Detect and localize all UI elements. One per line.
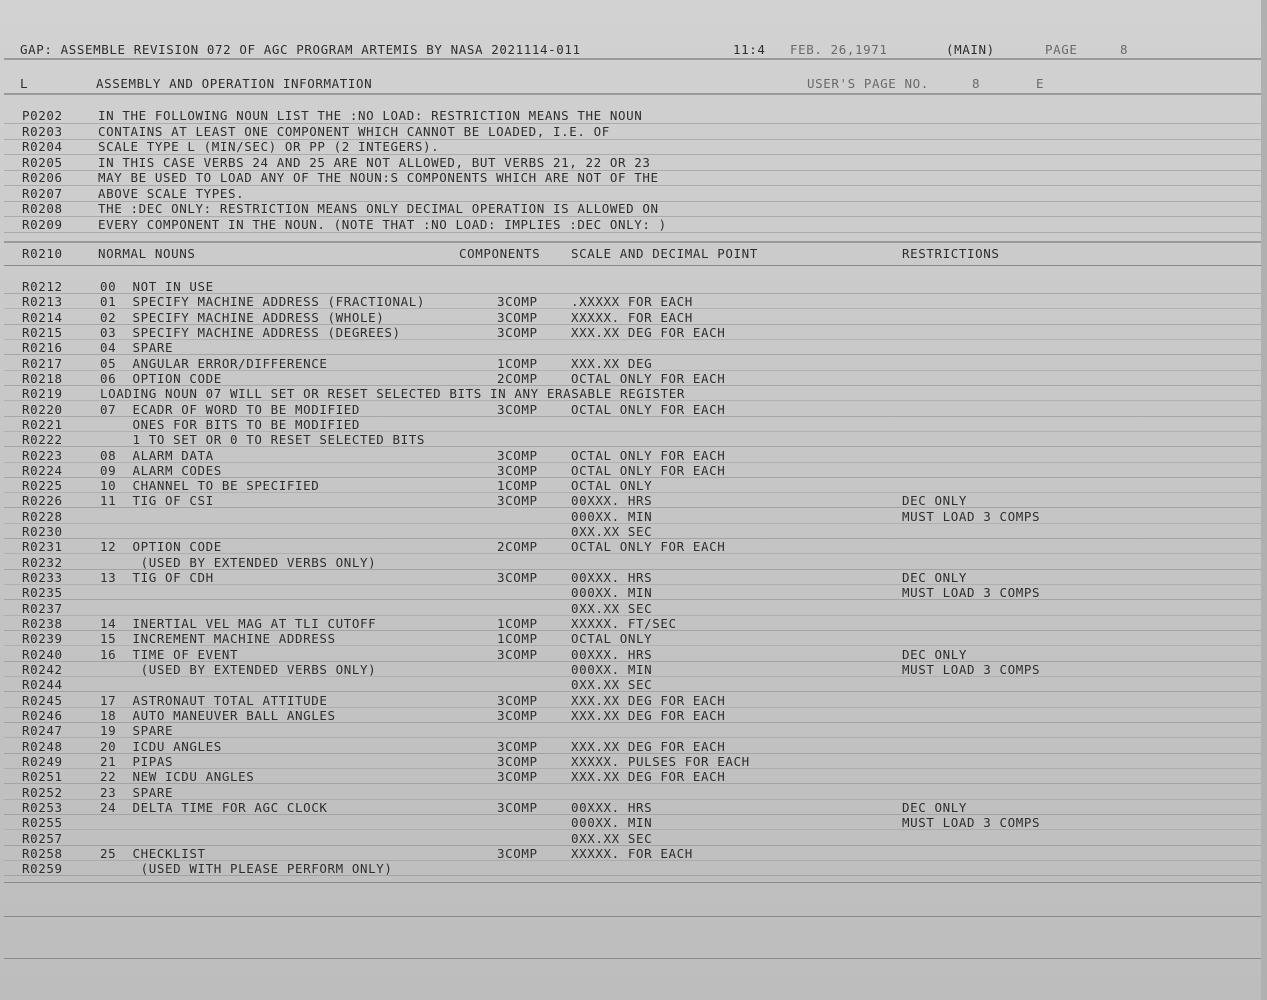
scale-format: XXXXX. FOR EACH: [571, 845, 693, 861]
table-row: [0, 831, 1267, 846]
scale-format: 0XX.XX SEC: [571, 677, 653, 693]
page-label: PAGE: [1045, 42, 1078, 57]
noun-description: 06 OPTION CODE: [100, 370, 222, 386]
row-id: R0230: [22, 524, 63, 540]
noun-description: LOADING NOUN 07 WILL SET OR RESET SELECTED BITS IN ANY ERASABLE REGISTER: [100, 386, 686, 402]
line-id: R0209: [22, 216, 63, 232]
line-id: R0207: [22, 185, 63, 201]
noun-description: 22 NEW ICDU ANGLES: [100, 769, 255, 785]
table-row: [0, 739, 1267, 754]
row-id: R0258: [22, 845, 63, 861]
intro-line: [0, 108, 1267, 123]
column-header-row: [0, 246, 1267, 261]
noun-description: 24 DELTA TIME FOR AGC CLOCK: [100, 799, 328, 815]
scale-format: 000XX. MIN: [571, 508, 653, 524]
table-row: [0, 478, 1267, 493]
noun-description: 01 SPECIFY MACHINE ADDRESS (FRACTIONAL): [100, 294, 426, 310]
row-id: R0225: [22, 478, 63, 494]
scale-format: .XXXXX FOR EACH: [571, 294, 693, 310]
noun-description: 11 TIG OF CSI: [100, 493, 214, 509]
row-id: R0242: [22, 662, 63, 677]
scale-format: XXXXX. PULSES FOR EACH: [571, 753, 750, 769]
table-row: [0, 616, 1267, 631]
assembly-title: GAP: ASSEMBLE REVISION 072 OF AGC PROGRAM ARTEMIS BY NASA 2021114-011: [20, 42, 581, 57]
table-row: [0, 463, 1267, 478]
users-page-label: USER'S PAGE NO.: [807, 76, 929, 91]
table-row: [0, 432, 1267, 447]
scale-format: OCTAL ONLY FOR EACH: [571, 462, 726, 478]
component-count: 3COMP: [497, 401, 538, 417]
row-id: R0233: [22, 570, 63, 586]
section-header: [0, 76, 1267, 91]
table-row: [0, 356, 1267, 371]
scale-format: OCTAL ONLY: [571, 631, 653, 647]
noun-description: 04 SPARE: [100, 340, 174, 356]
table-row: [0, 693, 1267, 708]
scale-format: 00XXX. HRS: [571, 799, 653, 815]
noun-description: (USED BY EXTENDED VERBS ONLY): [100, 662, 377, 677]
table-row: [0, 677, 1267, 692]
component-count: 2COMP: [497, 370, 538, 386]
component-count: 2COMP: [497, 539, 538, 555]
row-id: R0247: [22, 723, 63, 739]
scale-format: 00XXX. HRS: [571, 570, 653, 586]
intro-text: IN THIS CASE VERBS 24 AND 25 ARE NOT ALLOWED, BUT VERBS 21, 22 OR 23: [98, 154, 651, 170]
table-row: [0, 585, 1267, 600]
table-row: [0, 631, 1267, 646]
component-count: 1COMP: [497, 355, 538, 371]
row-id: R0231: [22, 539, 63, 555]
component-count: 3COMP: [497, 707, 538, 723]
intro-line: [0, 201, 1267, 216]
table-row: [0, 708, 1267, 723]
noun-description: 08 ALARM DATA: [100, 447, 214, 463]
noun-description: 09 ALARM CODES: [100, 462, 222, 478]
row-id: R0213: [22, 294, 63, 310]
component-count: 3COMP: [497, 447, 538, 463]
noun-description: 1 TO SET OR 0 TO RESET SELECTED BITS: [100, 432, 426, 448]
intro-text: THE :DEC ONLY: RESTRICTION MEANS ONLY DECIMAL OPERATION IS ALLOWED ON: [98, 201, 659, 216]
restriction: MUST LOAD 3 COMPS: [902, 815, 1041, 831]
component-count: 3COMP: [497, 845, 538, 861]
table-row: [0, 754, 1267, 769]
page-number: 8: [1120, 42, 1129, 57]
scale-format: XXX.XX DEG FOR EACH: [571, 324, 726, 340]
intro-text: MAY BE USED TO LOAD ANY OF THE NOUN:S COMPONENTS WHICH ARE NOT OF THE: [98, 170, 659, 185]
intro-text: IN THE FOLLOWING NOUN LIST THE :NO LOAD: RESTRICTION MEANS THE NOUN: [98, 108, 643, 123]
noun-description: 07 ECADR OF WORD TO BE MODIFIED: [100, 401, 361, 417]
row-id: R0224: [22, 462, 63, 478]
table-row: [0, 815, 1267, 830]
noun-description: 02 SPECIFY MACHINE ADDRESS (WHOLE): [100, 309, 385, 325]
intro-line: [0, 139, 1267, 154]
table-row: [0, 662, 1267, 677]
column-header-nouns: NORMAL NOUNS: [98, 246, 196, 261]
row-id: R0228: [22, 508, 63, 524]
scale-format: 00XXX. HRS: [571, 646, 653, 662]
component-count: 3COMP: [497, 309, 538, 325]
noun-description: 23 SPARE: [100, 784, 174, 800]
column-header-restrictions: RESTRICTIONS: [902, 246, 1000, 261]
noun-description: 20 ICDU ANGLES: [100, 738, 222, 754]
row-id: R0232: [22, 554, 63, 570]
scale-format: 00XXX. HRS: [571, 493, 653, 509]
scale-format: OCTAL ONLY FOR EACH: [571, 370, 726, 386]
scale-format: XXXXX. FOR EACH: [571, 309, 693, 325]
row-id: R0222: [22, 432, 63, 448]
component-count: 3COMP: [497, 570, 538, 586]
noun-description: 12 OPTION CODE: [100, 539, 222, 555]
line-id: R0203: [22, 123, 63, 139]
intro-line: [0, 186, 1267, 201]
row-id: R0220: [22, 401, 63, 417]
noun-description: (USED BY EXTENDED VERBS ONLY): [100, 554, 377, 570]
line-id: P0202: [22, 108, 63, 123]
table-row: [0, 846, 1267, 861]
table-row: [0, 448, 1267, 463]
noun-description: 15 INCREMENT MACHINE ADDRESS: [100, 631, 336, 647]
scale-format: XXX.XX DEG FOR EACH: [571, 707, 726, 723]
scale-format: OCTAL ONLY FOR EACH: [571, 447, 726, 463]
table-row: [0, 294, 1267, 309]
row-id: R0255: [22, 815, 63, 831]
row-id: R0244: [22, 677, 63, 693]
line-id: R0204: [22, 139, 63, 154]
section-marker: L: [20, 76, 29, 91]
row-id: R0249: [22, 753, 63, 769]
column-header-components: COMPONENTS: [459, 246, 541, 261]
row-id: R0217: [22, 355, 63, 371]
noun-description: 25 CHECKLIST: [100, 845, 206, 861]
table-row: [0, 723, 1267, 738]
header-time: 11:4: [733, 42, 766, 57]
restriction: DEC ONLY: [902, 493, 968, 509]
row-id: R0221: [22, 416, 63, 432]
table-row: [0, 325, 1267, 340]
noun-description: 21 PIPAS: [100, 753, 174, 769]
row-id: R0223: [22, 447, 63, 463]
intro-text: CONTAINS AT LEAST ONE COMPONENT WHICH CANNOT BE LOADED, I.E. OF: [98, 123, 610, 139]
noun-description: (USED WITH PLEASE PERFORM ONLY): [100, 861, 393, 877]
scale-format: 0XX.XX SEC: [571, 600, 653, 616]
scale-format: OCTAL ONLY FOR EACH: [571, 401, 726, 417]
row-id: R0257: [22, 830, 63, 846]
intro-text: SCALE TYPE L (MIN/SEC) OR PP (2 INTEGERS).: [98, 139, 440, 154]
column-header-id: R0210: [22, 246, 63, 261]
restriction: DEC ONLY: [902, 570, 968, 586]
table-row: [0, 555, 1267, 570]
component-count: 3COMP: [497, 692, 538, 708]
row-id: R0240: [22, 646, 63, 662]
scale-format: OCTAL ONLY FOR EACH: [571, 539, 726, 555]
section-title: ASSEMBLY AND OPERATION INFORMATION: [96, 76, 373, 91]
intro-line: [0, 170, 1267, 185]
intro-text: EVERY COMPONENT IN THE NOUN. (NOTE THAT :NO LOAD: IMPLIES :DEC ONLY: ): [98, 216, 667, 232]
noun-description: 18 AUTO MANEUVER BALL ANGLES: [100, 707, 336, 723]
table-row: [0, 647, 1267, 662]
row-id: R0216: [22, 340, 63, 356]
row-id: R0237: [22, 600, 63, 616]
table-row: [0, 402, 1267, 417]
noun-description: 19 SPARE: [100, 723, 174, 739]
listing-header: [0, 42, 1267, 57]
restriction: MUST LOAD 3 COMPS: [902, 508, 1041, 524]
table-row: [0, 769, 1267, 784]
row-id: R0251: [22, 769, 63, 785]
table-row: [0, 371, 1267, 386]
scale-format: 000XX. MIN: [571, 585, 653, 601]
component-count: 1COMP: [497, 631, 538, 647]
component-count: 3COMP: [497, 799, 538, 815]
header-date: FEB. 26,1971: [790, 42, 888, 57]
table-row: [0, 800, 1267, 815]
row-id: R0218: [22, 370, 63, 386]
noun-description: 16 TIME OF EVENT: [100, 646, 239, 662]
table-row: [0, 417, 1267, 432]
noun-description: 17 ASTRONAUT TOTAL ATTITUDE: [100, 692, 328, 708]
scale-format: XXX.XX DEG FOR EACH: [571, 692, 726, 708]
paper-edge: [1261, 0, 1267, 1000]
component-count: 1COMP: [497, 616, 538, 632]
noun-description: 03 SPECIFY MACHINE ADDRESS (DEGREES): [100, 324, 401, 340]
noun-description: 14 INERTIAL VEL MAG AT TLI CUTOFF: [100, 616, 377, 632]
restriction: MUST LOAD 3 COMPS: [902, 585, 1041, 601]
line-id: R0206: [22, 170, 63, 185]
component-count: 3COMP: [497, 324, 538, 340]
table-row: [0, 539, 1267, 554]
intro-text: ABOVE SCALE TYPES.: [98, 185, 245, 201]
scale-format: XXXXX. FT/SEC: [571, 616, 677, 632]
component-count: 3COMP: [497, 753, 538, 769]
intro-line: [0, 217, 1267, 232]
component-count: 1COMP: [497, 478, 538, 494]
component-count: 3COMP: [497, 462, 538, 478]
scale-format: OCTAL ONLY: [571, 478, 653, 494]
row-id: R0212: [22, 279, 63, 294]
restriction: DEC ONLY: [902, 799, 968, 815]
table-row: [0, 493, 1267, 508]
row-id: R0248: [22, 738, 63, 754]
table-row: [0, 386, 1267, 401]
scale-format: 000XX. MIN: [571, 662, 653, 677]
row-id: R0226: [22, 493, 63, 509]
header-section: (MAIN): [946, 42, 995, 57]
noun-description: 00 NOT IN USE: [100, 279, 214, 294]
line-id: R0208: [22, 201, 63, 216]
component-count: 3COMP: [497, 646, 538, 662]
noun-description: ONES FOR BITS TO BE MODIFIED: [100, 416, 361, 432]
table-row: [0, 279, 1267, 294]
component-count: 3COMP: [497, 493, 538, 509]
table-row: [0, 310, 1267, 325]
scale-format: XXX.XX DEG FOR EACH: [571, 738, 726, 754]
row-id: R0253: [22, 799, 63, 815]
line-id: R0205: [22, 154, 63, 170]
row-id: R0259: [22, 861, 63, 877]
component-count: 3COMP: [497, 769, 538, 785]
row-id: R0235: [22, 585, 63, 601]
noun-description: 10 CHANNEL TO BE SPECIFIED: [100, 478, 320, 494]
row-id: R0238: [22, 616, 63, 632]
intro-line: [0, 124, 1267, 139]
intro-line: [0, 155, 1267, 170]
row-id: R0215: [22, 324, 63, 340]
scale-format: XXX.XX DEG FOR EACH: [571, 769, 726, 785]
restriction: DEC ONLY: [902, 646, 968, 662]
scale-format: 0XX.XX SEC: [571, 524, 653, 540]
table-row: [0, 524, 1267, 539]
table-row: [0, 509, 1267, 524]
scale-format: 0XX.XX SEC: [571, 830, 653, 846]
table-row: [0, 861, 1267, 876]
component-count: 3COMP: [497, 738, 538, 754]
users-page-number: 8: [972, 76, 981, 91]
row-id: R0246: [22, 707, 63, 723]
noun-description: 13 TIG OF CDH: [100, 570, 214, 586]
table-row: [0, 785, 1267, 800]
component-count: 3COMP: [497, 294, 538, 310]
row-id: R0214: [22, 309, 63, 325]
column-header-scale: SCALE AND DECIMAL POINT: [571, 246, 758, 261]
scale-format: XXX.XX DEG: [571, 355, 653, 371]
row-id: R0219: [22, 386, 63, 402]
restriction: MUST LOAD 3 COMPS: [902, 662, 1041, 677]
row-id: R0245: [22, 692, 63, 708]
row-id: R0252: [22, 784, 63, 800]
table-row: [0, 570, 1267, 585]
scale-format: 000XX. MIN: [571, 815, 653, 831]
table-row: [0, 601, 1267, 616]
row-id: R0239: [22, 631, 63, 647]
table-row: [0, 340, 1267, 355]
users-page-trailing: E: [1036, 76, 1045, 91]
noun-description: 05 ANGULAR ERROR/DIFFERENCE: [100, 355, 328, 371]
